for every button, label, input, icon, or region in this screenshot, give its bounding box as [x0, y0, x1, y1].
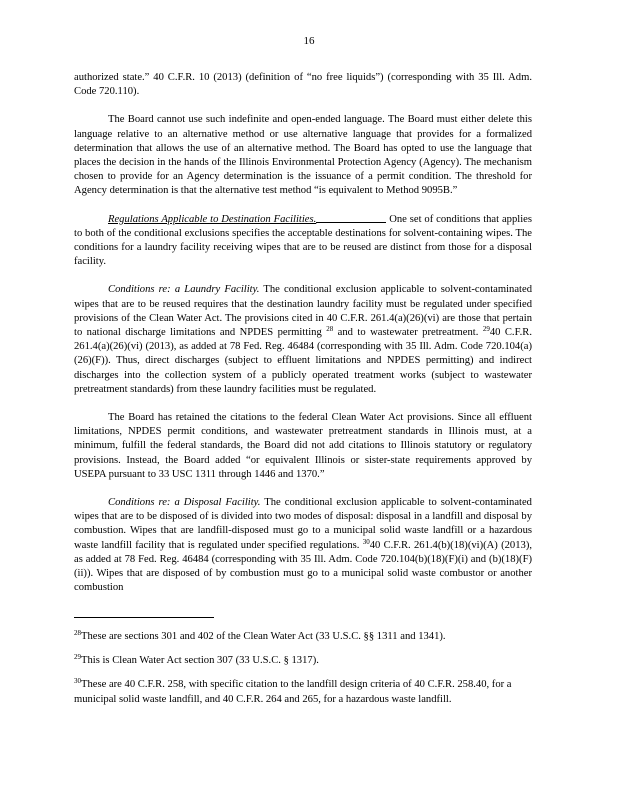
paragraph-text: One set of conditions that applies to both of the conditional exclusions specifies the acceptable destinations for solvent-containing wipes. The conditions for a laundry facility receiving wipes that are to be reused are distinct from those for a disposal facility.: [74, 213, 532, 268]
footnote: [74, 630, 532, 644]
paragraph-laundry-facility: [74, 283, 532, 397]
footnote-number: 28: [74, 629, 81, 637]
footnote: [74, 654, 532, 668]
document-body: [74, 71, 532, 596]
footnote-divider: [74, 617, 214, 618]
paragraph-text: The conditional exclusion applicable to solvent-contaminated wipes that are to be reused requires that the destination laundry facility must be regulated under specified provisions of the Clean Water Act. The provisions cited in 40 C.F.R. 261.4(a)(26)(vi) are those that pertain to national discharge limitations and NPDES permitting: [74, 284, 532, 339]
paragraph-text: and to wastewater pretreatment.: [337, 327, 479, 339]
footnote-text: These are sections 301 and 402 of the Clean Water Act (33 U.S.C. §§ 1311 and 1341).: [81, 631, 446, 642]
footnote-number: 29: [74, 653, 81, 662]
footnotes: [74, 630, 532, 717]
footnote-ref[interactable]: 29: [482, 325, 490, 334]
section-heading-destination-facilities: Regulations Applicable to Destination Facilities.: [108, 213, 317, 225]
footnote-ref[interactable]: 30: [362, 537, 370, 546]
footnote-text: This is Clean Water Act section 307 (33 U.S.C. § 1317).: [81, 655, 319, 667]
page-number: 16: [303, 35, 315, 47]
paragraph-text: The conditional exclusion applicable to solvent-contaminated wipes that are to be disposed of is divided into two modes of disposal: disposal in a landfill and disposal by combustion. Wipes that are landfill-disposed must go to a municipal solid waste landfill or a hazardous waste landfill facility that is regulated under specified regulations.: [74, 497, 532, 551]
heading-underline-rule: [316, 222, 386, 223]
paragraph-disposal-facility: [74, 496, 532, 595]
section-heading-laundry-facility: Conditions re: a Laundry Facility.: [108, 284, 260, 296]
section-heading-disposal-facility: Conditions re: a Disposal Facility.: [108, 497, 261, 509]
footnote-text: These are 40 C.F.R. 258, with specific citation to the landfill design criteria of 40 C.F.R. 258.40, for a municipal solid waste landfill, and 40 C.F.R. 264 and 265, for a hazardous waste landfill.: [74, 679, 512, 705]
paragraph-destination-facilities: [74, 213, 532, 270]
paragraph-text: 40 C.F.R. 261.4(b)(18)(vi)(A) (2013), as added at 78 Fed. Reg. 46484 (corresponding with 35 Ill. Adm. Code 720.104(b)(18)(F)(i) and (b)(18)(F)(ii)). Wipes that are disposed of by combustion must go to a municipal solid waste combustor or another combustion: [74, 539, 532, 594]
paragraph-definition-continuation: authorized state.” 40 C.F.R. 10 (2013) (definition of “no free liquids”) (corresponding with 35 Ill. Adm. Code 720.110).: [74, 72, 532, 98]
paragraph-clean-water-act: The Board has retained the citations to the federal Clean Water Act provisions. Since all effluent limitations, NPDES permit conditions, and wastewater pretreatment standards in Illinois must, at a minimum, fulfill the federal standards, the Board did not add citations to Illinois statutory or regulatory provisions. Instead, the Board added “or equivalent Illinois or sister-state requirements approved by USEPA pursuant to 33 USC 1311 through 1446 and 1370.”: [74, 412, 532, 480]
paragraph-text: 40 C.F.R. 261.4(a)(26)(vi) (2013), as added at 78 Fed. Reg. 46484 (corresponding with 35 Ill. Adm. Code 720.104(a)(26)(F)). Thus, direct discharges (subject to effluent limitations and NPDES permitting) and indirect discharges into the collection system of a publicly operated treatment works (subject to wastewater pretreatment standards) from these laundry facilities must be regulated.: [74, 327, 532, 395]
footnote-number: 30: [74, 677, 81, 686]
footnote-ref[interactable]: 28: [326, 325, 334, 334]
footnote: [74, 678, 532, 706]
paragraph-alternative-method: The Board cannot use such indefinite and open-ended language. The Board must either delete this language relative to an alternative method or use alternative language that provides for a formalized determination that allows the use of an alternative method. The Board has opted to use the language that places the decision in the hands of the Illinois Environmental Protection Agency (Agency). The mechanism chosen to provide for an Agency determination is the issuance of a permit condition. The threshold for Agency determination is that the alternative test method “is equivalent to Method 9095B.”: [74, 114, 532, 197]
